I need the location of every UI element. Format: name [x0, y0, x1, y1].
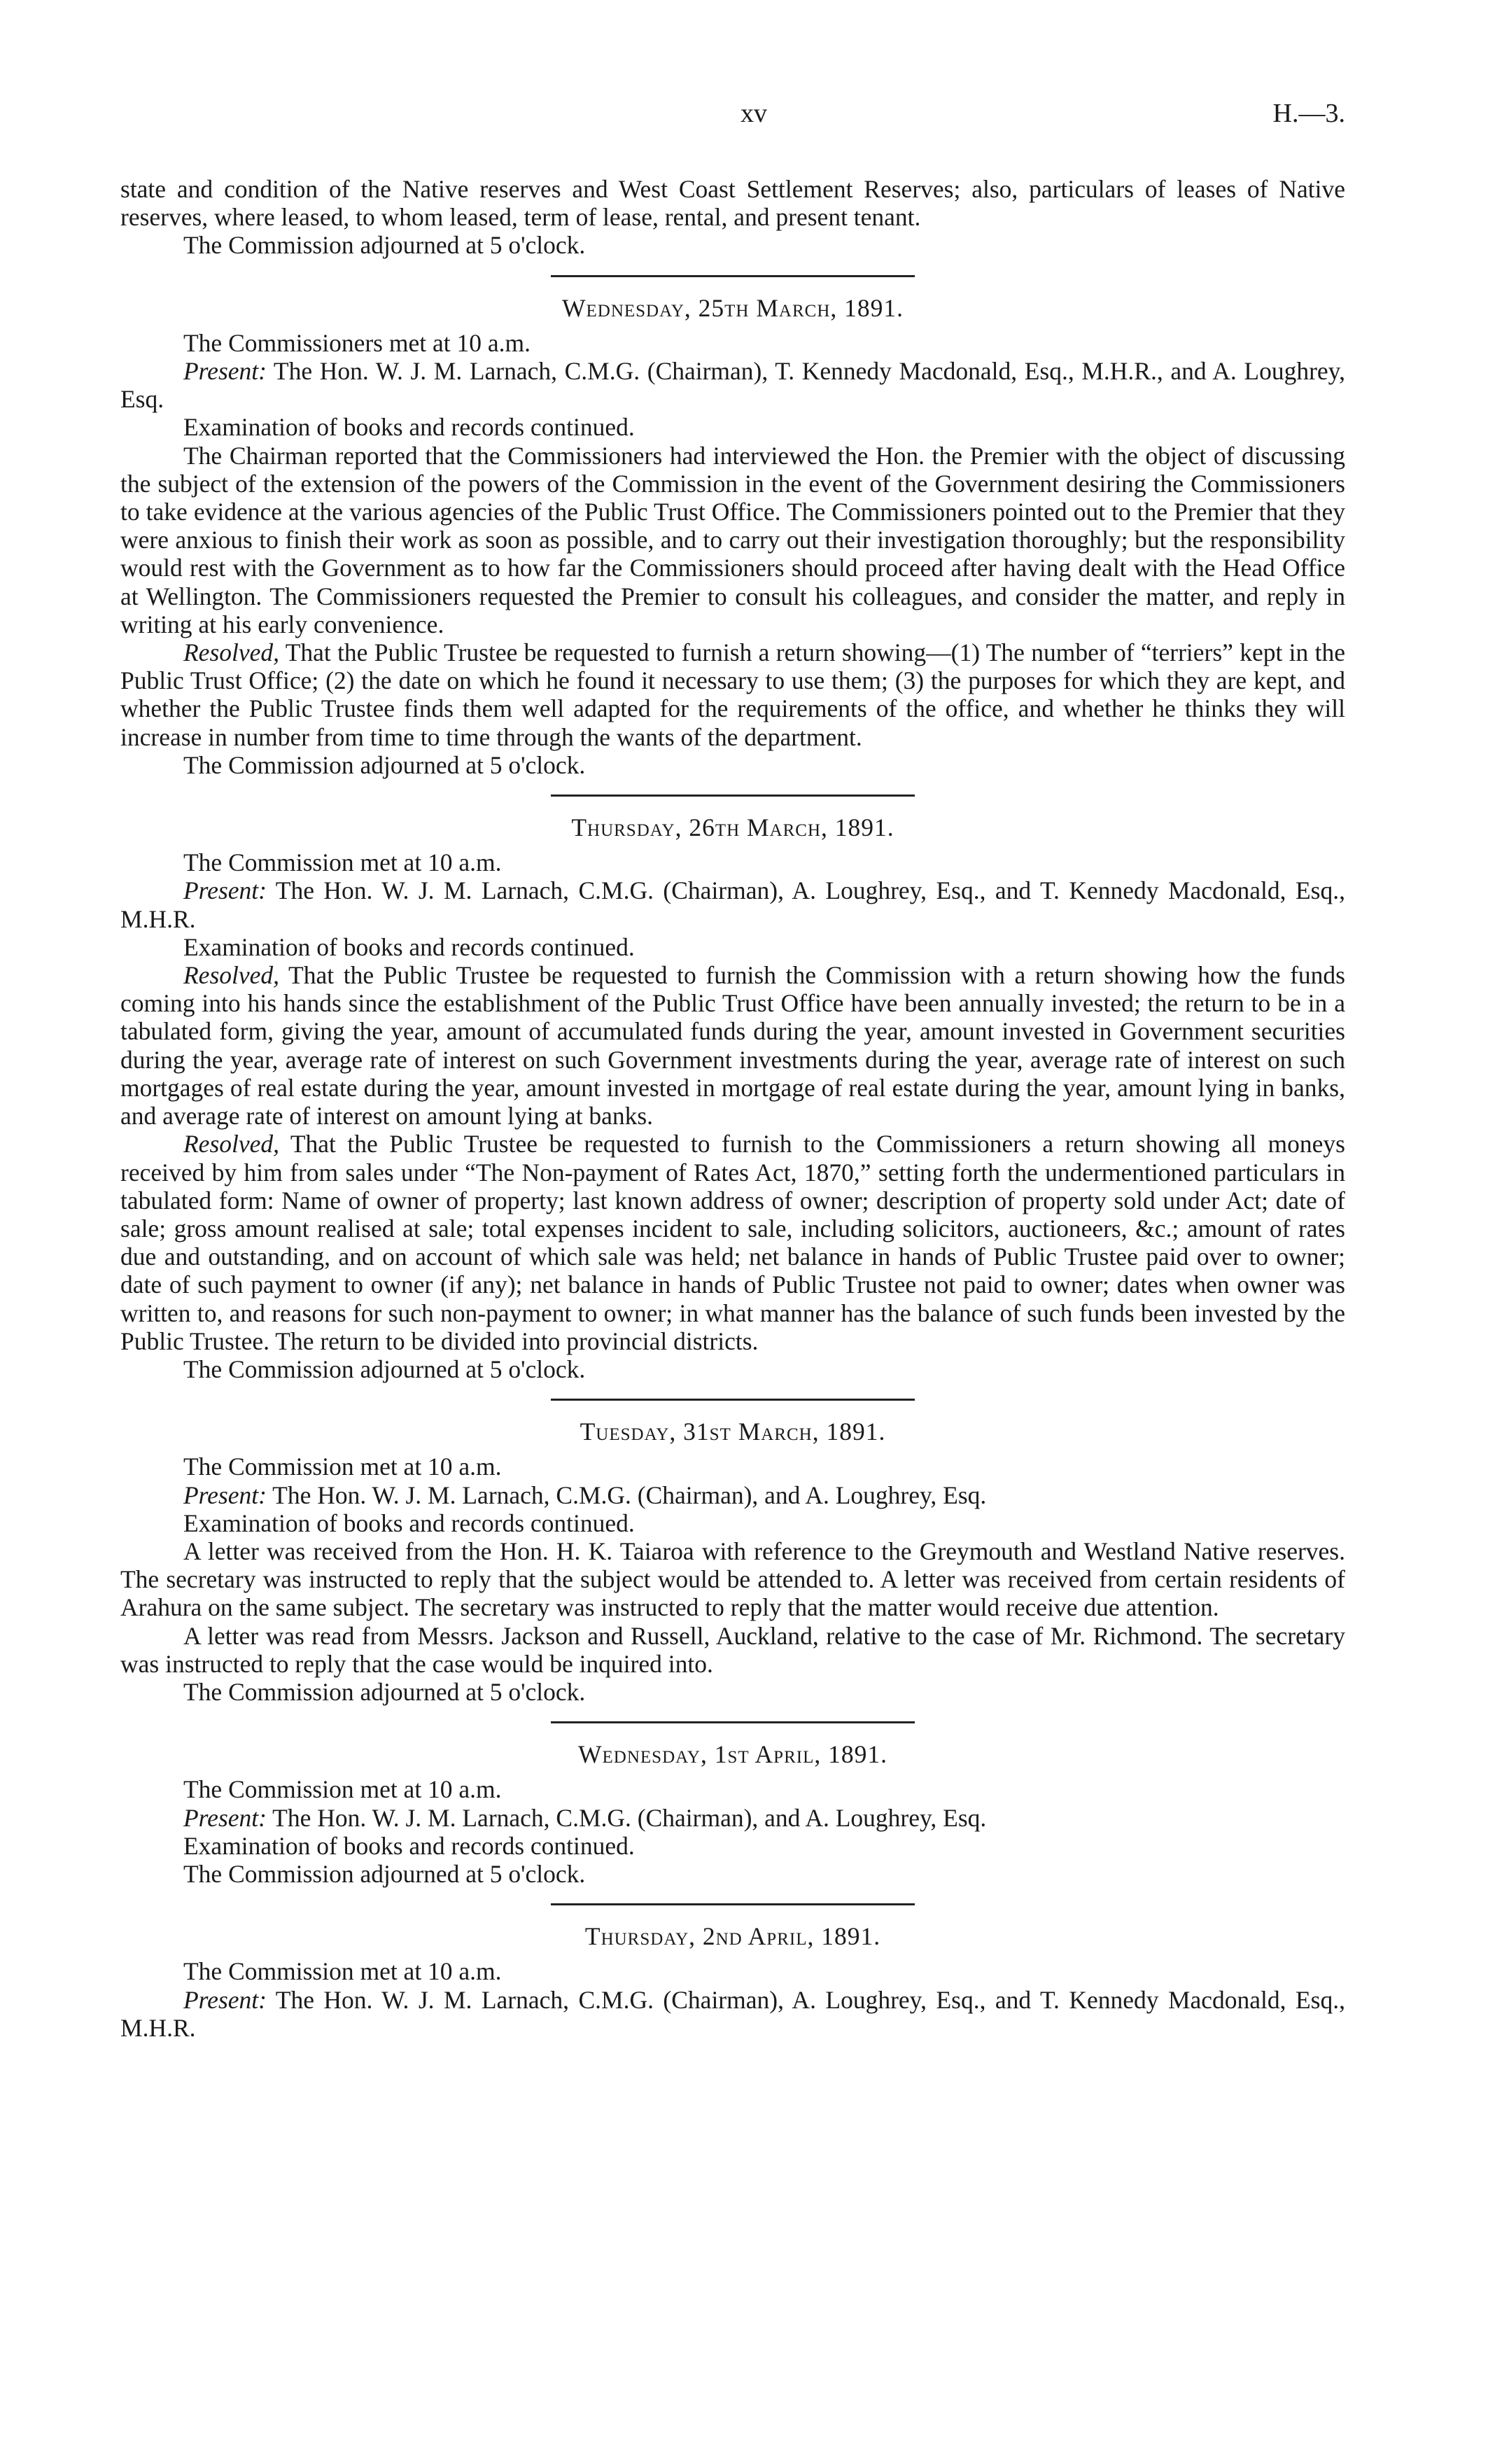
present-label: Present: — [183, 1480, 267, 1509]
resolution-paragraph — [120, 1130, 1345, 1355]
met-line: The Commission met at 10 a.m. — [183, 848, 502, 877]
resolved-text: That the Public Trustee be requested to furnish the Commission with a return showing how the funds coming into his hands since the establishment of the Public Trust Office have been annually invested; the return to be in a tabulated form, giving the year, amount of accumulated funds during the year, amount invested in Government securities during the year, average rate of interest on such Government investments during the year, average rate of interest on such mortgages of real estate during the year, amount invested in mortgage of real estate during the year, amount lying in banks, and average rate of interest on amount lying at banks. — [120, 961, 1345, 1130]
section-april-1 — [120, 1740, 1345, 1888]
section-march-26 — [120, 813, 1345, 1383]
section-april-2 — [120, 1922, 1345, 2042]
present-line — [120, 876, 1345, 932]
present-text: The Hon. W. J. M. Larnach, C.M.G. (Chairman), and A. Loughrey, Esq. — [266, 1803, 987, 1832]
examination-line: Examination of books and records continued. — [183, 413, 635, 442]
section-divider — [551, 1903, 915, 1905]
met-line: The Commission met at 10 a.m. — [183, 1452, 502, 1481]
resolved-label: Resolved, — [183, 638, 280, 667]
met-line: The Commissioners met at 10 a.m. — [183, 328, 531, 357]
minutes-paragraph: The Chairman reported that the Commissioners had interviewed the Hon. the Premier with the object of discussing the subject of the extension of the powers of the Commission in the event of the Government desiring the Commissioners to take evidence at the various agencies of the Public Trust Office. The Commissioners pointed out to the Premier that they were anxious to finish their work as soon as possible, and to carry out their investigation thoroughly; but the responsibility would rest with the Government as to how far the Commissioners should proceed after having dealt with the Head Office at Wellington. The Commissioners requested the Premier to consult his colleagues, and consider the matter, and reply in writing at his early convenience. — [120, 441, 1345, 638]
examination-line: Examination of books and records continued. — [183, 1831, 635, 1860]
section-divider — [551, 1399, 915, 1401]
minutes-paragraph: A letter was received from the Hon. H. K. Taiaroa with reference to the Greymouth and Westland Native reserves. The secretary was instructed to reply that the subject would be attended to. A letter was received from certain residents of Arahura on the same subject. The secretary was instructed to reply that the matter would receive due attention. — [120, 1536, 1345, 1622]
met-line: The Commission met at 10 a.m. — [183, 1957, 502, 1986]
section-heading: Wednesday, 1st April, 1891. — [578, 1740, 887, 1769]
section-heading: Thursday, 26th March, 1891. — [571, 813, 894, 842]
present-text: The Hon. W. J. M. Larnach, C.M.G. (Chairman), T. Kennedy Macdonald, Esq., M.H.R., and A. Loughrey, Esq. — [120, 357, 1345, 414]
examination-line: Examination of books and records continued. — [183, 932, 635, 961]
present-line — [120, 1804, 1345, 1832]
intro-adjourned: The Commission adjourned at 5 o'clock. — [183, 231, 586, 260]
present-text: The Hon. W. J. M. Larnach, C.M.G. (Chairman), and A. Loughrey, Esq. — [266, 1480, 987, 1509]
intro-paragraph: state and condition of the Native reserves and West Coast Settlement Reserves; also, particulars of leases of Native reserves, where leased, to whom leased, term of lease, rental, and present tenant. — [120, 175, 1345, 232]
resolved-text: That the Public Trustee be requested to furnish to the Commissioners a return showing all moneys received by him from sales under “The Non-payment of Rates Act, 1870,” setting forth the undermentioned particulars in tabulated form: Name of owner of property; last known address of owner; description of property sold under Act; date of sale; gross amount realised at sale; total expenses incident to sale, including solicitors, auctioneers, &c.; amount of rates due and outstanding, and on account of which sale was held; net balance in hands of Public Trustee paid over to owner; date of such payment to owner (if any); net balance in hands of Public Trustee not paid to owner; dates when owner was written to, and reasons for such non-payment to owner; in what manner has the balance of such funds been invested by the Public Trustee. The return to be divided into provincial districts. — [120, 1130, 1345, 1355]
adjourned-line: The Commission adjourned at 5 o'clock. — [183, 1354, 586, 1383]
examination-line: Examination of books and records continued. — [183, 1508, 635, 1537]
present-line — [120, 357, 1345, 413]
resolution-paragraph — [120, 961, 1345, 1130]
resolved-label: Resolved, — [183, 1130, 280, 1158]
document-body — [120, 175, 1345, 2042]
minutes-paragraph: A letter was read from Messrs. Jackson and Russell, Auckland, relative to the case of Mr. Richmond. The secretary was instructed to reply that the case would be inquired into. — [120, 1621, 1345, 1678]
section-heading: Tuesday, 31st March, 1891. — [580, 1418, 886, 1446]
adjourned-line: The Commission adjourned at 5 o'clock. — [183, 1859, 586, 1888]
present-label: Present: — [183, 1803, 267, 1832]
document-code: H.—3. — [1272, 99, 1345, 128]
present-line — [120, 1481, 1345, 1509]
present-label: Present: — [183, 1985, 267, 2014]
resolution-paragraph — [120, 638, 1345, 751]
section-divider — [551, 1721, 915, 1723]
adjourned-line: The Commission adjourned at 5 o'clock. — [183, 750, 586, 779]
page-number: xv — [741, 99, 767, 128]
met-line: The Commission met at 10 a.m. — [183, 1775, 502, 1804]
present-label: Present: — [183, 357, 267, 386]
page-header — [0, 98, 1488, 140]
adjourned-line: The Commission adjourned at 5 o'clock. — [183, 1677, 586, 1706]
present-text: The Hon. W. J. M. Larnach, C.M.G. (Chairman), A. Loughrey, Esq., and T. Kennedy Macdonald, Esq., M.H.R. — [120, 876, 1345, 933]
present-text: The Hon. W. J. M. Larnach, C.M.G. (Chairman), A. Loughrey, Esq., and T. Kennedy Macdonald, Esq., M.H.R. — [120, 1985, 1345, 2042]
present-line — [120, 1986, 1345, 2042]
resolved-label: Resolved, — [183, 961, 280, 990]
section-march-31 — [120, 1418, 1345, 1706]
section-divider — [551, 794, 915, 797]
section-heading: Thursday, 2nd April, 1891. — [584, 1922, 881, 1951]
section-heading: Wednesday, 25th March, 1891. — [561, 293, 904, 322]
section-divider — [551, 275, 915, 277]
resolved-text: That the Public Trustee be requested to furnish a return showing—(1) The number of “terriers” kept in the Public Trust Office; (2) the date on which he found it necessary to use them; (3) the purposes for which they are kept, and whether the Public Trustee finds them well adapted for the requirements of the office, and whether he thinks they will increase in number from time to time through the wants of the department. — [120, 638, 1345, 751]
section-march-25 — [120, 294, 1345, 779]
present-label: Present: — [183, 876, 267, 905]
